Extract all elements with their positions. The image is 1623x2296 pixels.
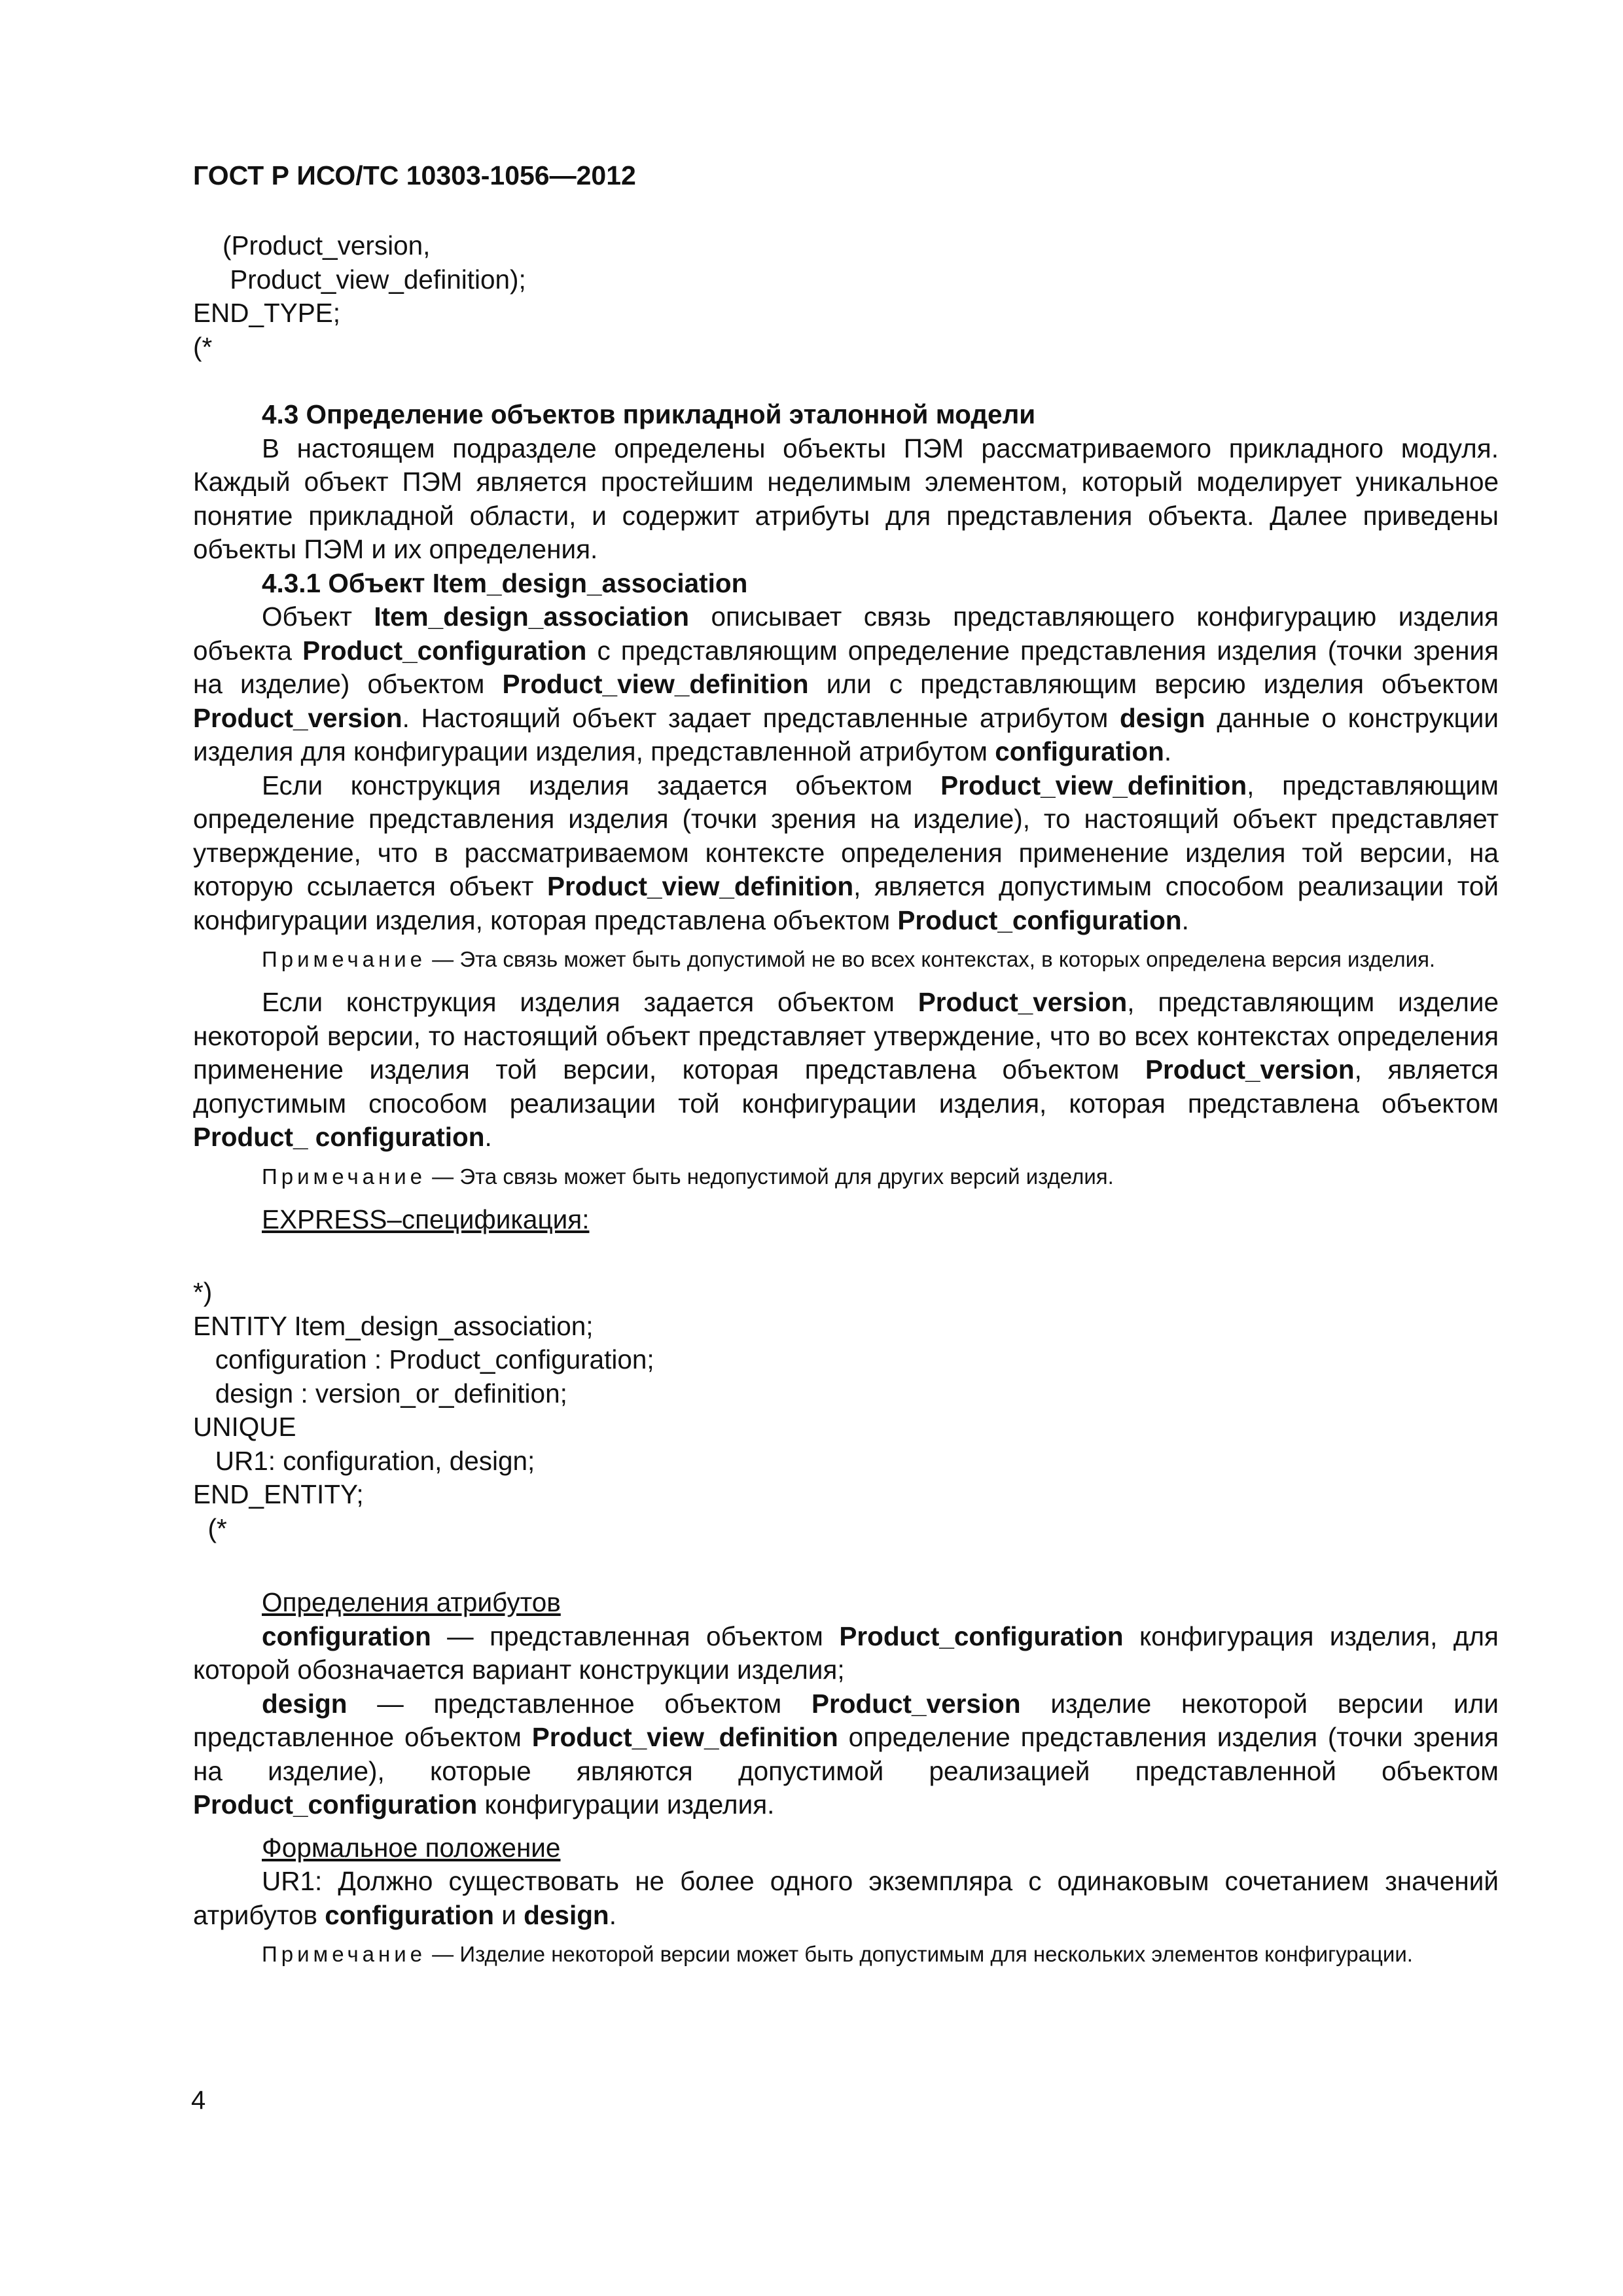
formal-proposition-heading: Формальное положение — [262, 1832, 561, 1863]
note-2: Примечание — Эта связь может быть недопустимой для других версий изделия. — [262, 1164, 1114, 1189]
section-4-3-heading: 4.3 Определение объектов прикладной эталонной модели — [262, 399, 1036, 429]
section-4-3-intro: В настоящем подразделе определены объекты ПЭМ рассматриваемого прикладного модуля. Каждый объект ПЭМ является простейшим неделимым элементом, который моделирует уникальное понятие прикладной области, и содержит атрибуты для представления объекта. Далее приведены объекты ПЭМ и их определения. — [193, 433, 1499, 564]
note-3: Примечание — Изделие некоторой версии может быть допустимым для нескольких элементов конфигурации. — [262, 1942, 1413, 1966]
express-code-fragment: (Product_version, Product_view_definition); END_TYPE; (* — [193, 230, 526, 362]
attribute-definitions-heading: Определения атрибутов — [262, 1587, 561, 1617]
document-header: ГОСТ Р ИСО/ТС 10303-1056—2012 — [193, 160, 636, 190]
note-1: Примечание — Эта связь может быть допустимой не во всех контекстах, в которых определена версия изделия. — [262, 947, 1436, 971]
express-spec-heading: EXPRESS–спецификация: — [262, 1204, 590, 1234]
page-content — [193, 156, 1499, 1981]
express-entity-code: *) ENTITY Item_design_association; configuration : Product_configuration; design : version_or_definition; UNIQUE UR1: configuration, design; END_ENTITY; (* — [193, 1277, 654, 1543]
page-number: 4 — [191, 2086, 206, 2115]
paragraph-item-design-association: Объект Item_design_association описывает связь представляющего конфигурацию изделия объекта Product_configuration с представляющим определение представления изделия (точки зрения на изделие) объектом Product_view_definition или с представляющим версию изделия объектом Product_version. Настоящий объект задает представленные атрибутом design данные о конструкции изделия для конфигурации изделия, представленной атрибутом configuration. — [193, 601, 1499, 766]
attribute-design: design — представленное объектом Product_version изделие некоторой версии или представленное объектом Product_view_definition определение представления изделия (точки зрения на изделие), которые являются допустимой реализацией представленной объектом Product_configuration конфигурации изделия. — [193, 1688, 1499, 1820]
paragraph-view-definition: Если конструкция изделия задается объектом Product_view_definition, представляющим определение представления изделия (точки зрения на изделие), то настоящий объект представляет утверждение, что в рассматриваемом контексте определения применение изделия той версии, на которую ссылается объект Product_view_definition, является допустимым способом реализации той конфигурации изделия, которая представлена объектом Product_configuration. — [193, 770, 1499, 935]
paragraph-product-version: Если конструкция изделия задается объектом Product_version, представляющим изделие некоторой версии, то настоящий объект представляет утверждение, что во всех контекстах определения применение изделия той версии, которая представлена объектом Product_version, является допустимым способом реализации той конфигурации изделия, которая представлена объектом Product_ configuration. — [193, 987, 1499, 1152]
formal-proposition-ur1: UR1: Должно существовать не более одного экземпляра с одинаковым сочетанием значений атрибутов configuration и design. — [193, 1866, 1499, 1930]
section-4-3-1-heading: 4.3.1 Объект Item_design_association — [262, 567, 748, 598]
attribute-configuration: configuration — представленная объектом Product_configuration конфигурация изделия, для которой обозначается вариант конструкции изделия; — [193, 1621, 1499, 1685]
